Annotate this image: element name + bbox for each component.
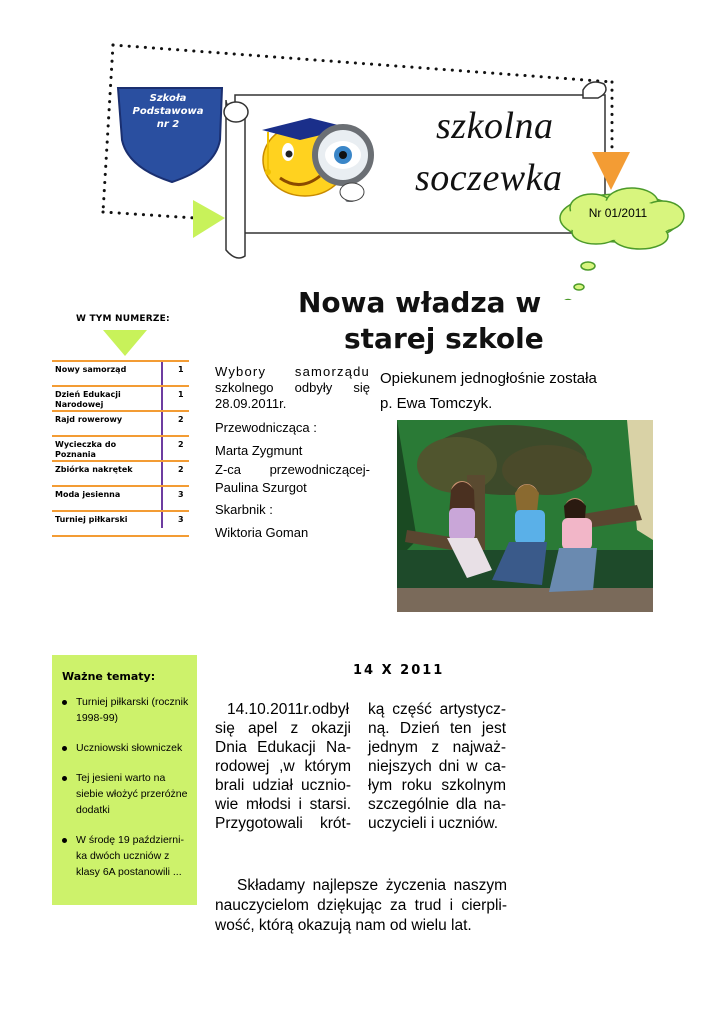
list-item[interactable]: Uczniowski słowniczek [60,740,194,756]
cloud-bubble [560,188,684,300]
toc-item-label: Turniej piłkarski [55,515,128,524]
article2-line: rodowej ,w którym [215,758,351,775]
toc-item[interactable] [52,360,189,385]
article2-line: Dnia Edukacji Na- [215,739,351,756]
article2-line: uczycieli i uczniów. [368,815,499,832]
toc-item-label: Dzień Edukacji Narodowej [55,390,121,409]
toc-item-label: Moda jesienna [55,490,121,499]
article2-line: się apel z okazji [215,720,351,737]
list-item[interactable]: W środę 19 październi-ka dwóch uczniów z klasy 6A postanowili ... [60,832,194,880]
toc-item[interactable] [52,410,189,435]
article1-text: Wiktoria Goman [215,525,309,540]
toc-item-page: 1 [178,365,184,374]
badge-line: Podstawowa [132,106,204,117]
important-topics-title: Ważne tematy: [62,670,156,683]
lime-triangle-icon [193,200,225,238]
toc-item-page: 1 [178,390,184,399]
toc-item[interactable] [52,460,189,485]
toc-item[interactable] [52,435,189,460]
badge-line: nr 2 [156,119,180,130]
article1-text: Opiekunem jednogłośnie została [380,370,597,387]
toc-triangle-icon [103,330,147,356]
article1-text: Marta Zygmunt [215,443,303,458]
article2-line: brali udział ucznio- [215,777,351,794]
toc-item-page: 2 [178,415,184,424]
article2-column2 [368,700,506,833]
article1-text: Z-ca przewodniczącej- [215,462,370,477]
important-topics-list [60,694,194,894]
article2-date-heading: 14 X 2011 [353,663,445,678]
headline-line1: Nowa władza w [298,286,542,319]
list-item[interactable]: Turniej piłkarski (rocznik 1998-99) [60,694,194,726]
article2-line: łym roku szkolnym [368,777,506,794]
issue-number: Nr 01/2011 [588,206,648,220]
article1-text: Skarbnik : [215,502,273,517]
article2-line: jednym z najważ- [368,739,506,756]
header-decoration [0,0,725,300]
article2-line: 14.10.2011r.odbył [227,701,350,718]
toc-item[interactable] [52,510,189,537]
article1-text: p. Ewa Tomczyk. [380,395,493,412]
toc-item-page: 3 [178,515,184,524]
article2-closing [215,876,507,936]
toc-item[interactable] [52,485,189,510]
article1-text: szkolnego odbyły się [215,380,370,395]
closing-line: wość, którą okazują nam od wielu lat. [215,917,472,934]
article2-line: ką część artystycz- [368,701,506,718]
article2-line: ną. Dzień ten jest [368,720,506,737]
toc-list [52,360,189,537]
badge-line: Szkoła [149,93,187,104]
toc-item-label: Rajd rowerowy [55,415,123,424]
toc-item-label: Zbiórka nakrętek [55,465,133,474]
toc-item-label: Wycieczka do Poznania [55,440,117,459]
article2-line: wie młodsi i starsi. [215,796,351,813]
headline-line2: starej szkole [344,322,544,355]
masthead-title-line1: szkolna [436,105,554,147]
article1-text: 28.09.2011r. [215,396,287,411]
masthead-title-line2: soczewka [415,157,563,199]
closing-line: Składamy najlepsze życzenia naszym [237,877,507,894]
article1-text: Przewodnicząca : [215,420,317,435]
toc-item-label: Nowy samorząd [55,365,127,374]
toc-item-page: 2 [178,465,184,474]
toc-item[interactable] [52,385,189,410]
toc-item-page: 3 [178,490,184,499]
article2-line: szczególnie dla na- [368,796,506,813]
school-badge-text [118,92,218,131]
article2-column1 [215,700,351,833]
toc-title: W TYM NUMERZE: [76,314,170,324]
list-item[interactable]: Tej jesieni warto na siebie włożyć przeróżne dodatki [60,770,194,818]
article2-line: niejszych dni w ca- [368,758,506,775]
article1-text: Paulina Szurgot [215,480,307,495]
closing-line: nauczycielom dziękując za trud i cierpli- [215,897,507,914]
article1-text: Wybory samorządu [215,364,370,379]
article2-line: Przygotowali krót- [215,815,351,832]
toc-item-page: 2 [178,440,184,449]
students-photo [397,420,653,612]
